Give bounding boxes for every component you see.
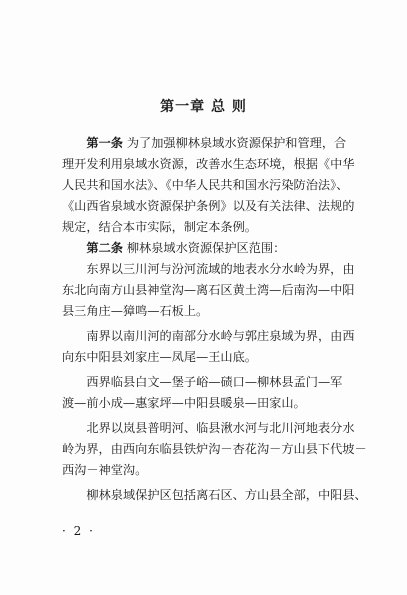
east-boundary-line-1: 东界以三川河与汾河流域的地表水分水岭为界，由 (86, 262, 355, 276)
west-boundary-paragraph (62, 372, 362, 414)
article-1-line-4: 《山西省泉域水资源保护条例》以及有关法律、法规的 (62, 199, 355, 213)
protection-area-line-1: 柳林泉域保护区包括离石区、方山县全部，中阳县、 (86, 488, 367, 502)
article-1-line-5: 规定，结合本市实际，制定本条例。 (62, 220, 257, 234)
south-boundary-line-1: 南界以南川河的南部分水岭与郭庄泉域为界，由西 (86, 329, 355, 343)
article-1-label: 第一条 (86, 136, 123, 150)
article-1-line-2: 理开发利用泉域水资源，改善水生态环境，根据《中华 (62, 157, 355, 171)
east-boundary-paragraph (62, 259, 362, 322)
south-boundary-line-2: 向东中阳县刘家庄—凤尾—王山底。 (62, 350, 257, 364)
article-2-label: 第二条 (86, 241, 123, 255)
article-2 (62, 238, 367, 506)
west-boundary-line-1: 西界临县白文—堡子峪—碛口—柳林县孟门—军 (86, 375, 343, 389)
west-boundary-line-2: 渡—前小成—惠家坪—中阳县暖泉—田家山。 (62, 396, 306, 410)
east-boundary-line-3: 县三角庄—獐鸣—石板上。 (62, 304, 209, 318)
page-number: · 2 · (62, 524, 95, 538)
article-1 (62, 133, 362, 238)
article-2-heading: 第二条 柳林泉域水资源保护区范围： (86, 241, 286, 255)
north-boundary-line-2: 岭为界，由西向东临县铁炉沟－杏花沟－方山县下代坡－ (62, 442, 367, 456)
chapter-title: 第一章 总 则 (160, 99, 247, 115)
protection-area-paragraph (62, 485, 367, 506)
north-boundary-line-3: 西沟－神堂沟。 (62, 463, 148, 477)
north-boundary-paragraph (62, 418, 367, 481)
north-boundary-line-1: 北界以岚县普明河、临县湫水河与北川河地表分水 (86, 421, 355, 435)
article-1-line-3: 人民共和国水法》、《中华人民共和国水污染防治法》、 (62, 178, 349, 192)
east-boundary-line-2: 东北向南方山县神堂沟—离石区黄土湾—后南沟—中阳 (62, 283, 355, 297)
south-boundary-paragraph (62, 326, 362, 368)
document-body (62, 133, 367, 506)
article-1-line-1: 第一条 为了加强柳林泉域水资源保护和管理，合 (86, 136, 347, 150)
